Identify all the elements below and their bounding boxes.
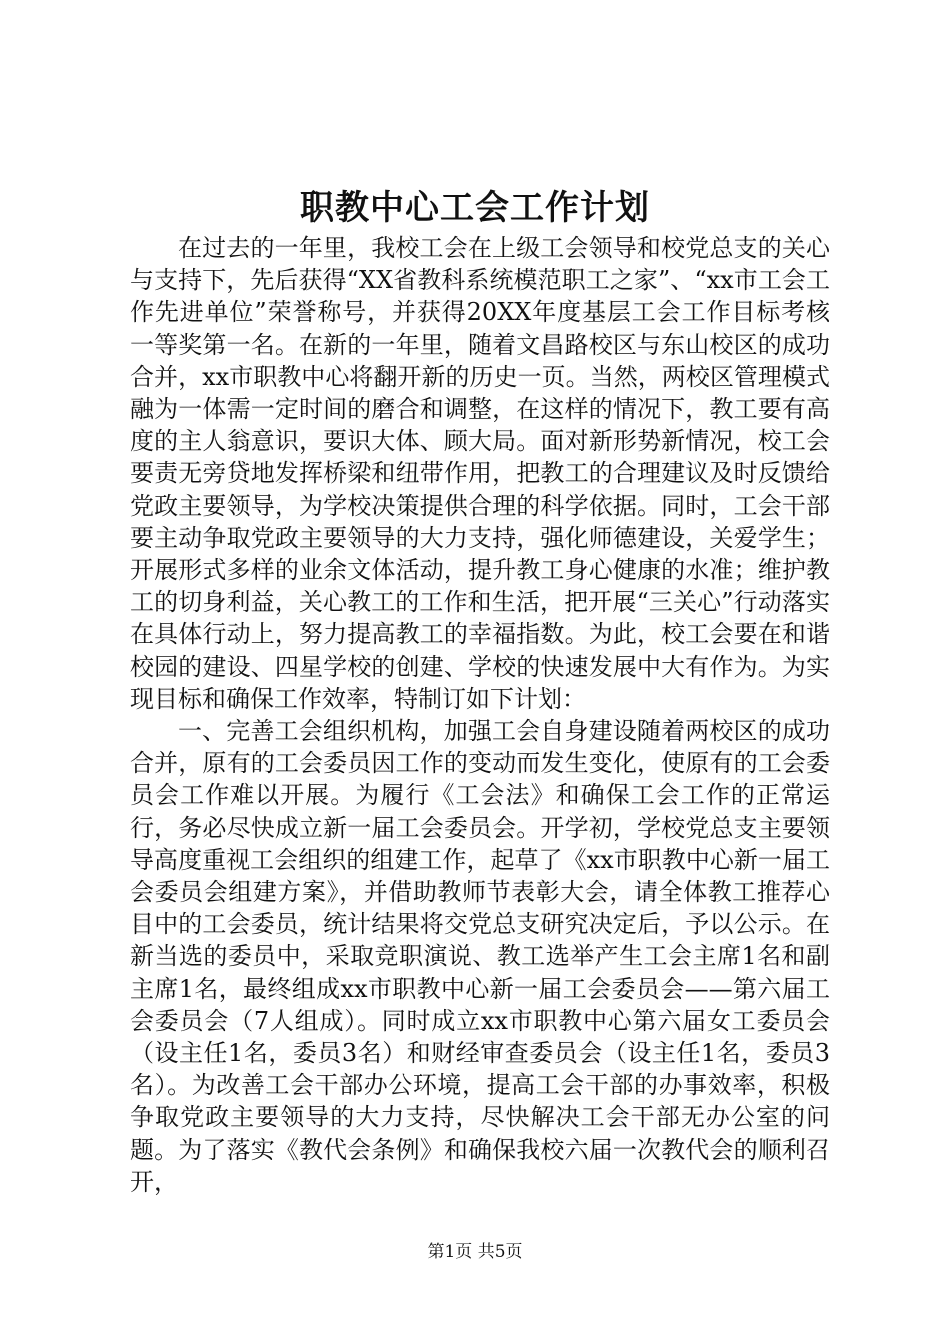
paragraph-intro: 在过去的一年里，我校工会在上级工会领导和校党总支的关心与支持下，先后获得“XX省教科系统模范职工之家”、“xx市工会工作先进单位”荣誉称号，并获得20XX年度基层工会工作目标考核一等奖第一名。在新的一年里，随着文昌路校区与东山校区的成功合并，xx市职教中心将翻开新的历史一页。当然，两校区管理模式融为一体需一定时间的磨合和调整，在这样的情况下，教工要有高度的主人翁意识，要识大体、顾大局。面对新形势新情况，校工会要责无旁贷地发挥桥梁和纽带作用，把教工的合理建议及时反馈给党政主要领导，为学校决策提供合理的科学依据。同时，工会干部要主动争取党政主要领导的大力支持，强化师德建设，关爱学生；开展形式多样的业余文体活动，提升教工身心健康的水准；维护教工的切身利益，关心教工的工作和生活，把开展“三关心”行动落实在具体行动上，努力提高教工的幸福指数。为此，校工会要在和谐校园的建设、四星学校的创建、学校的快速发展中大有作为。为实现目标和确保工作效率，特制订如下计划：: [130, 234, 830, 713]
paragraph-section-one: 一、完善工会组织机构，加强工会自身建设随着两校区的成功合并，原有的工会委员因工作的变动而发生变化，使原有的工会委员会工作难以开展。为履行《工会法》和确保工会工作的正常运行，务必尽快成立新一届工会委员会。开学初，学校党总支主要领导高度重视工会组织的组建工作，起草了《xx市职教中心新一届工会委员会组建方案》，并借助教师节表彰大会，请全体教工推荐心目中的工会委员，统计结果将交党总支研究决定后，予以公示。在新当选的委员中，采取竞职演说、教工选举产生工会主席1名和副主席1名，最终组成xx市职教中心新一届工会委员会——第六届工会委员会（7人组成）。同时成立xx市职教中心第六届女工委员会（设主任1名，委员3名）和财经审查委员会（设主任1名，委员3名）。为改善工会干部办公环境，提高工会干部的办事效率，积极争取党政主要领导的大力支持，尽快解决工会干部无办公室的问题。为了落实《教代会条例》和确保我校六届一次教代会的顺利召开，: [130, 717, 830, 1196]
page-number-footer: 第1页 共5页: [427, 1242, 523, 1262]
document-body: [130, 232, 830, 1198]
page-title: 职教中心工会工作计划: [300, 188, 650, 228]
